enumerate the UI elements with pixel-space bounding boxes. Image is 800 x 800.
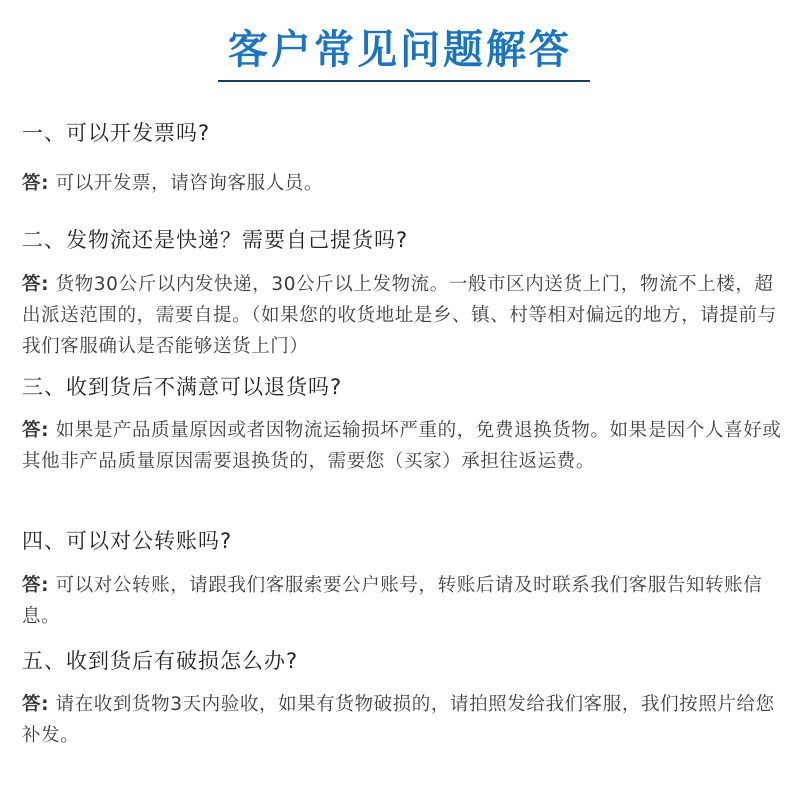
answer-label: 答:	[22, 420, 50, 441]
answer-text: 可以对公转账，请跟我们客服索要公户账号，转账后请及时联系我们客服告知转账信息。	[22, 575, 763, 627]
faq-item-1	[22, 119, 782, 199]
answer-label: 答:	[22, 575, 50, 596]
answer-text: 货物30公斤以内发快递，30公斤以上发物流。一般市区内送货上门，物流不上楼，超出派送范围的，需要自提。（如果您的收货地址是乡、镇、村等相对偏远的地方，请提前与我们客服确认是否能够送货上门）	[22, 274, 777, 357]
faq-question: 五、收到货后有破损怎么办?	[22, 649, 299, 673]
faq-question: 四、可以对公转账吗?	[22, 529, 233, 553]
faq-question: 二、发物流还是快递？需要自己提货吗?	[22, 228, 409, 252]
faq-answer	[22, 570, 782, 632]
title-underline	[218, 80, 590, 82]
faq-question: 一、可以开发票吗?	[22, 121, 211, 145]
answer-label: 答:	[22, 173, 50, 194]
faq-item-5	[22, 647, 782, 751]
faq-item-4	[22, 527, 782, 632]
faq-answer	[22, 269, 782, 362]
answer-text: 可以开发票，请咨询客服人员。	[55, 173, 323, 194]
answer-label: 答:	[22, 274, 50, 295]
faq-answer	[22, 415, 782, 477]
answer-text: 请在收到货物3天内验收，如果有货物破损的，请拍照发给我们客服，我们按照片给您补发。	[22, 694, 775, 746]
answer-label: 答:	[22, 694, 50, 715]
faq-question: 三、收到货后不满意可以退货吗?	[22, 375, 343, 399]
answer-text: 如果是产品质量原因或者因物流运输损坏严重的，免费退换货物。如果是因个人喜好或其他非产品质量原因需要退换货的，需要您（买家）承担往返运费。	[22, 420, 782, 472]
faq-item-3	[22, 373, 782, 477]
faq-item-2	[22, 226, 782, 362]
faq-answer	[22, 168, 782, 199]
page-title: 客户常见问题解答	[228, 27, 572, 73]
faq-answer	[22, 689, 782, 751]
